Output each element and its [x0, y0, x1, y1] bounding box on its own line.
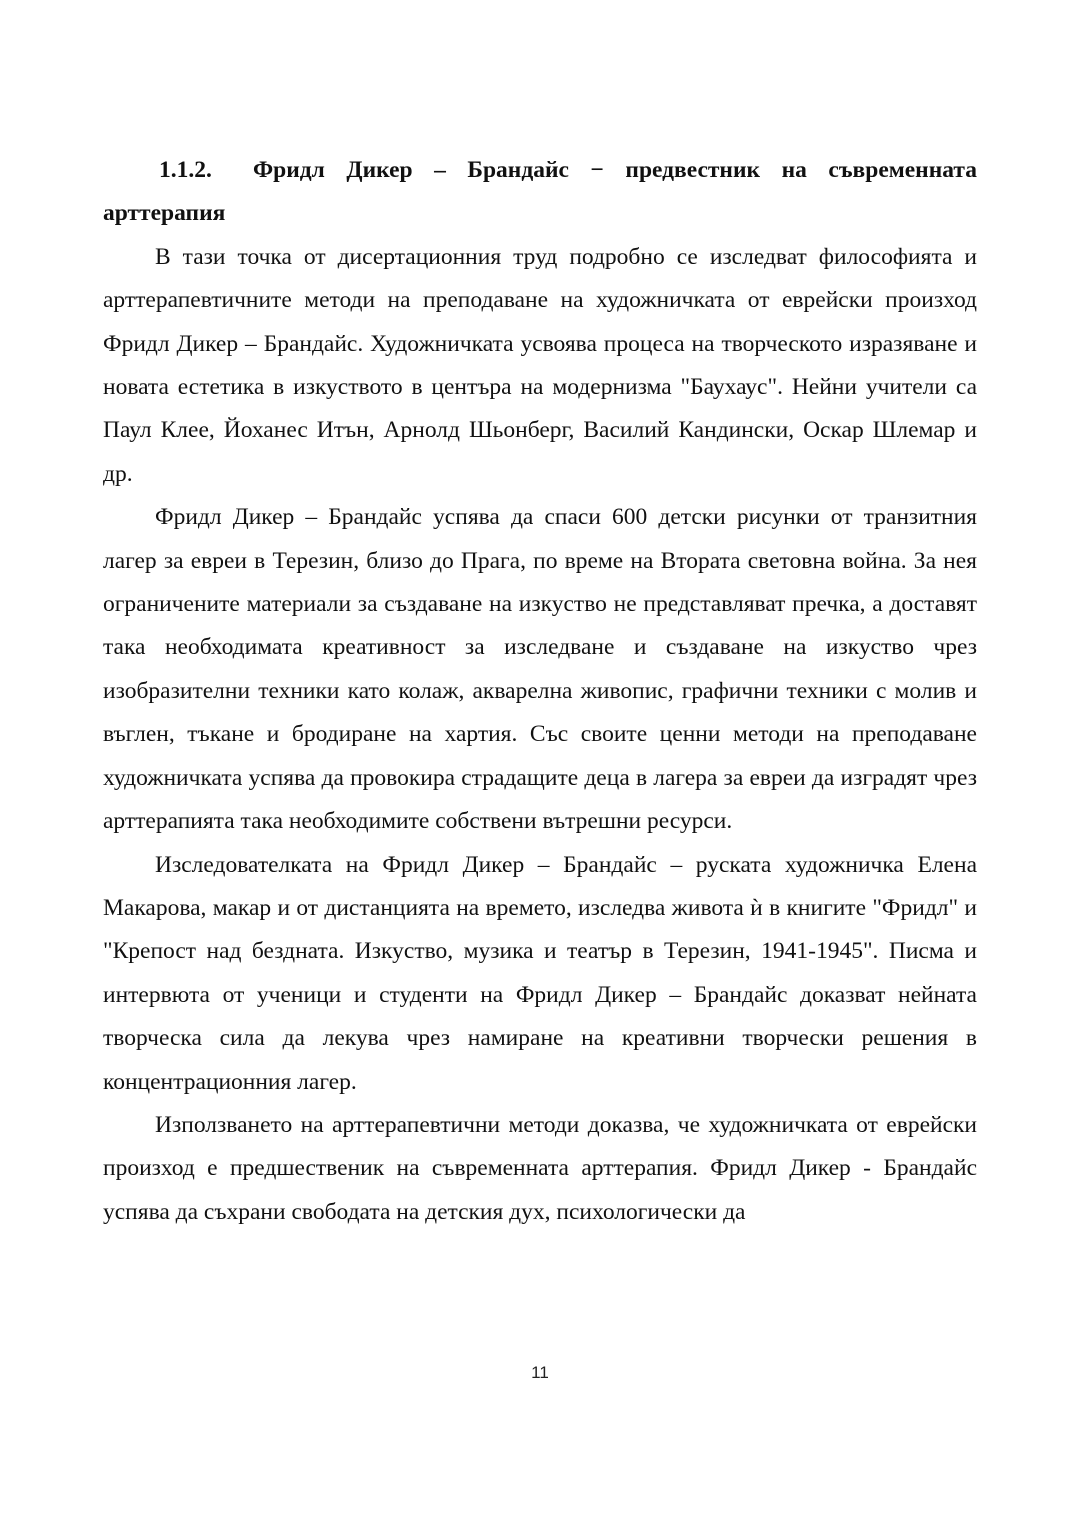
section-heading: [103, 149, 977, 236]
section-number: 1.1.2.: [159, 157, 212, 183]
paragraph-4: Използването на арттерапевтични методи доказва, че художничката от еврейски произход е предшественик на съвременната арттерапия. Фридл Дикер - Брандайс успява да съхрани свободата на детския дух, психологически да: [103, 1111, 977, 1225]
page-number: 11: [531, 1363, 549, 1382]
paragraph-1: В тази точка от дисертационния труд подробно се изследват философията и арттерапевтичните методи на преподаване на художничката от еврейски произход Фридл Дикер – Брандайс. Художничката усвоява процеса на творческото изразяване и новата естетика в изкуството в центъра на модернизма "Баухаус". Нейни учители са Паул Клее, Йоханес Итън, Арнолд Шьонберг, Василий Кандински, Оскар Шлемар и др.: [103, 243, 977, 487]
section-title: Фридл Дикер – Брандайс − предвестник на съвременната арттерапия: [103, 157, 977, 227]
page-body: [103, 149, 977, 1234]
paragraph-3: Изследователката на Фридл Дикер – Брандайс – руската художничка Елена Макарова, макар и от дистанцията на времето, изследва живота ѝ в книгите "Фридл" и "Крепост над бездната. Изкуство, музика и театър в Терезин, 1941-1945". Писма и интервюта от ученици и студенти на Фридл Дикер – Брандайс доказват нейната творческа сила да лекува чрез намиране на креативни творчески решения в концентрационния лагер.: [103, 851, 977, 1095]
paragraph-2: Фридл Дикер – Брандайс успява да спаси 600 детски рисунки от транзитния лагер за евреи в Терезин, близо до Прага, по време на Втората световна война. За нея ограничените материали за създаване на изкуство не представляват пречка, а доставят така необходимата креативност за изследване и създаване на изкуство чрез изобразителни техники като колаж, акварелна живопис, графични техники с молив и въглен, тъкане и бродиране на хартия. Със своите ценни методи на преподаване художничката успява да провокира страдащите деца в лагера за евреи да изградят чрез арттерапията така необходимите собствени вътрешни ресурси.: [103, 504, 977, 835]
